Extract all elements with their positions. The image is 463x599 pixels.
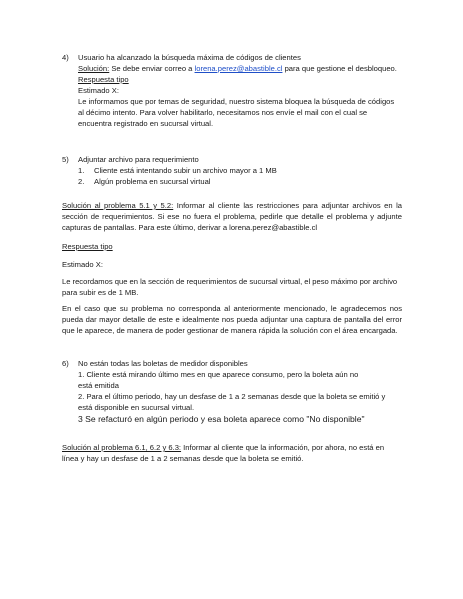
list-item: 3 Se refacturó en algún periodo y esa boleta aparece como "No disponible" (78, 414, 365, 424)
list-text: Algún problema en sucursal virtual (94, 177, 211, 186)
section-number: 4) (62, 53, 69, 62)
solution-label: Solución al problema 6.1, 6.2 y 6.3: (62, 443, 182, 452)
list-item: 1. Cliente está mirando último mes en que aparece consumo, pero la boleta aún no está emitida (78, 370, 359, 390)
section-number: 6) (62, 359, 69, 368)
response-para-2: En el caso que su problema no corresponda al anteriormente mencionado, le agradecemos nos pueda dar mayor detalle de este e idealmente nos pueda adjuntar una captura de pantalla del error que le aparece, de manera de poder gestionar de manera rápida la solución con el área encargada. (62, 304, 402, 335)
list-number: 2. (78, 177, 85, 186)
section-5 (62, 154, 402, 187)
list-item: 2. Para el último periodo, hay un desfase de 1 a 2 semanas desde que la boleta se emitió y está disponible en sucursal virtual. (78, 392, 386, 412)
section-number: 5) (62, 155, 69, 164)
solution-label: Solución al problema 5.1 y 5.2: (62, 201, 174, 210)
email-link[interactable]: lorena.perez@abastible.cl (194, 64, 283, 73)
solution-5 (62, 200, 402, 233)
section-4 (62, 52, 402, 129)
solution-6 (62, 442, 402, 464)
list-item (62, 176, 402, 187)
solution-label: Solución: (78, 64, 110, 73)
solution-text-end: para que gestione el desbloqueo. (282, 64, 397, 73)
solution-line (62, 63, 402, 74)
response-heading: Respuesta tipo (62, 242, 113, 251)
list-number: 1. (78, 166, 85, 175)
section-6 (62, 358, 402, 425)
greeting: Estimado X: (78, 86, 119, 95)
response-body: Le informamos que por temas de seguridad, nuestro sistema bloquea la búsqueda de códigos al décimo intento. Para volver habilitarlo, necesitamos nos envíe el mail con el cual se encuentra registrado en sucursal virtual. (78, 97, 395, 128)
list-item (62, 165, 402, 176)
solution-text: Informar al cliente las restricciones para adjuntar archivos en la sección de requerimientos. Si ese no fuera el problema, pedirle que detalle el problema y adjunte capturas de pantallas. Para este último, derivar a lorena.perez@abastible.cl (62, 201, 402, 232)
response-para-1: Le recordamos que en la sección de requerimientos de sucursal virtual, el peso máximo por archivo para subir es de 1 MB. (62, 277, 398, 297)
section-title: Usuario ha alcanzado la búsqueda máxima de códigos de clientes (78, 53, 301, 62)
list-text: Cliente está intentando subir un archivo mayor a 1 MB (94, 166, 277, 175)
solution-text: Informar al cliente que la información, por ahora, no está en línea y hay un desfase de 1 a 2 semanas desde que la boleta se emitió. (62, 443, 385, 463)
section-title: No están todas las boletas de medidor disponibles (78, 359, 248, 368)
response-heading: Respuesta tipo (78, 75, 129, 84)
solution-text: Se debe enviar correo a (109, 64, 195, 73)
section-title: Adjuntar archivo para requerimiento (78, 155, 199, 164)
greeting: Estimado X: (62, 260, 103, 269)
